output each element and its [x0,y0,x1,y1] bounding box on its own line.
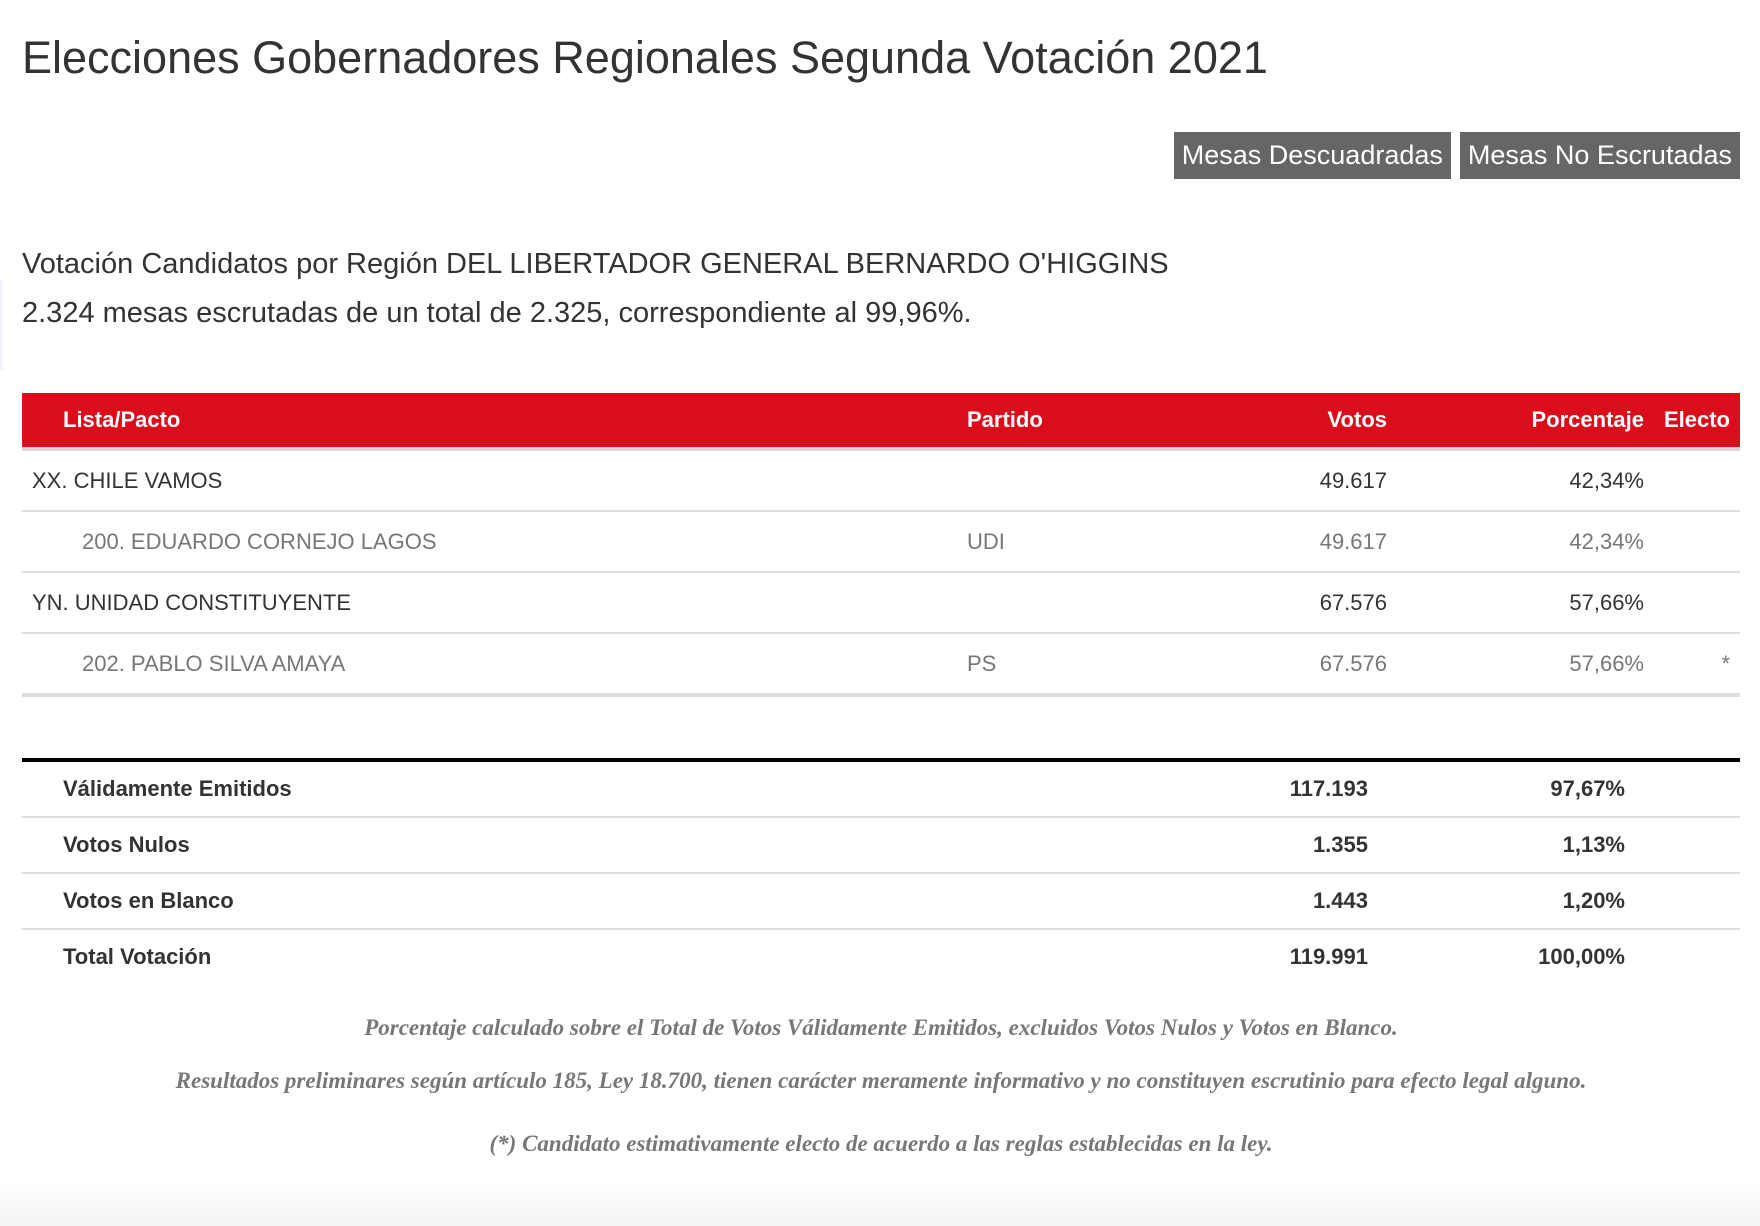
header-electo: Electo [1644,393,1740,449]
header-votos: Votos [1197,393,1387,449]
region-summary [22,240,1169,338]
candidate-row [22,511,1740,572]
votos: 67.576 [1197,572,1387,633]
votos: 49.617 [1197,511,1387,572]
porcentaje: 42,34% [1387,449,1644,511]
partido: UDI [967,511,1197,572]
empty-cell [948,760,1178,817]
totals-row-nulos [22,817,1740,873]
totals-label: Votos Nulos [22,817,948,873]
empty-cell [1625,760,1740,817]
totals-votos: 117.193 [1178,760,1368,817]
header-partido: Partido [967,393,1197,449]
candidate-name: 202. PABLO SILVA AMAYA [22,633,967,695]
totals-porcentaje: 1,20% [1368,873,1625,929]
totals-porcentaje: 97,67% [1368,760,1625,817]
partido [967,449,1197,511]
pacto-row [22,449,1740,511]
totals-porcentaje: 1,13% [1368,817,1625,873]
electo [1644,449,1740,511]
pacto-name: YN. UNIDAD CONSTITUYENTE [22,572,967,633]
mesas-descuadradas-button[interactable]: Mesas Descuadradas [1174,132,1451,179]
header-lista-pacto: Lista/Pacto [22,393,967,449]
left-edge-shadow [0,280,4,370]
totals-table [22,758,1740,984]
totals-label: Válidamente Emitidos [22,760,948,817]
action-buttons [1174,132,1740,179]
totals-row-blanco [22,873,1740,929]
totals-row-total [22,929,1740,984]
pacto-name: XX. CHILE VAMOS [22,449,967,511]
totals-label: Total Votación [63,944,212,969]
totals-label: Votos en Blanco [22,873,948,929]
totals-votos: 1.443 [1178,873,1368,929]
partido [967,572,1197,633]
mesas-no-escrutadas-button[interactable]: Mesas No Escrutadas [1460,132,1740,179]
region-title: Votación Candidatos por Región DEL LIBERTADOR GENERAL BERNARDO O'HIGGINS [22,248,1169,280]
pacto-row [22,572,1740,633]
partido: PS [967,633,1197,695]
results-header-row [22,393,1740,449]
page-title: Elecciones Gobernadores Regionales Segunda Votación 2021 [22,32,1268,83]
candidate-row [22,633,1740,695]
totals-votos: 119.991 [1289,944,1368,969]
footnote-porcentaje: Porcentaje calculado sobre el Total de Votos Válidamente Emitidos, excluidos Votos Nulos y Votos en Blanco. [364,1015,1398,1040]
empty-cell [1625,817,1740,873]
bottom-fade [0,1186,1760,1226]
empty-cell [1625,929,1740,984]
empty-cell [948,873,1178,929]
empty-cell [948,929,1178,984]
footnote-candidato-electo: (*) Candidato estimativamente electo de acuerdo a las reglas establecidas en la ley. [489,1131,1273,1156]
empty-cell [948,817,1178,873]
porcentaje: 57,66% [1387,633,1644,695]
votos: 49.617 [1197,449,1387,511]
footnote-resultados-preliminares: Resultados preliminares según artículo 185, Ley 18.700, tienen carácter meramente informativo y no constituyen escrutinio para efecto legal alguno. [175,1068,1587,1093]
votos: 67.576 [1197,633,1387,695]
totals-row-validos [22,760,1740,817]
header-porcentaje: Porcentaje [1387,393,1644,449]
candidate-name: 200. EDUARDO CORNEJO LAGOS [22,511,967,572]
totals-porcentaje: 100,00% [1538,944,1625,969]
empty-cell [1625,873,1740,929]
mesas-escrutadas-status: 2.324 mesas escrutadas de un total de 2.325, correspondiente al 99,96%. [22,297,972,329]
totals-votos: 1.355 [1178,817,1368,873]
porcentaje: 42,34% [1387,511,1644,572]
electo [1644,572,1740,633]
electo-marker: * [1644,633,1740,695]
results-table [22,393,1740,697]
electo [1644,511,1740,572]
porcentaje: 57,66% [1387,572,1644,633]
